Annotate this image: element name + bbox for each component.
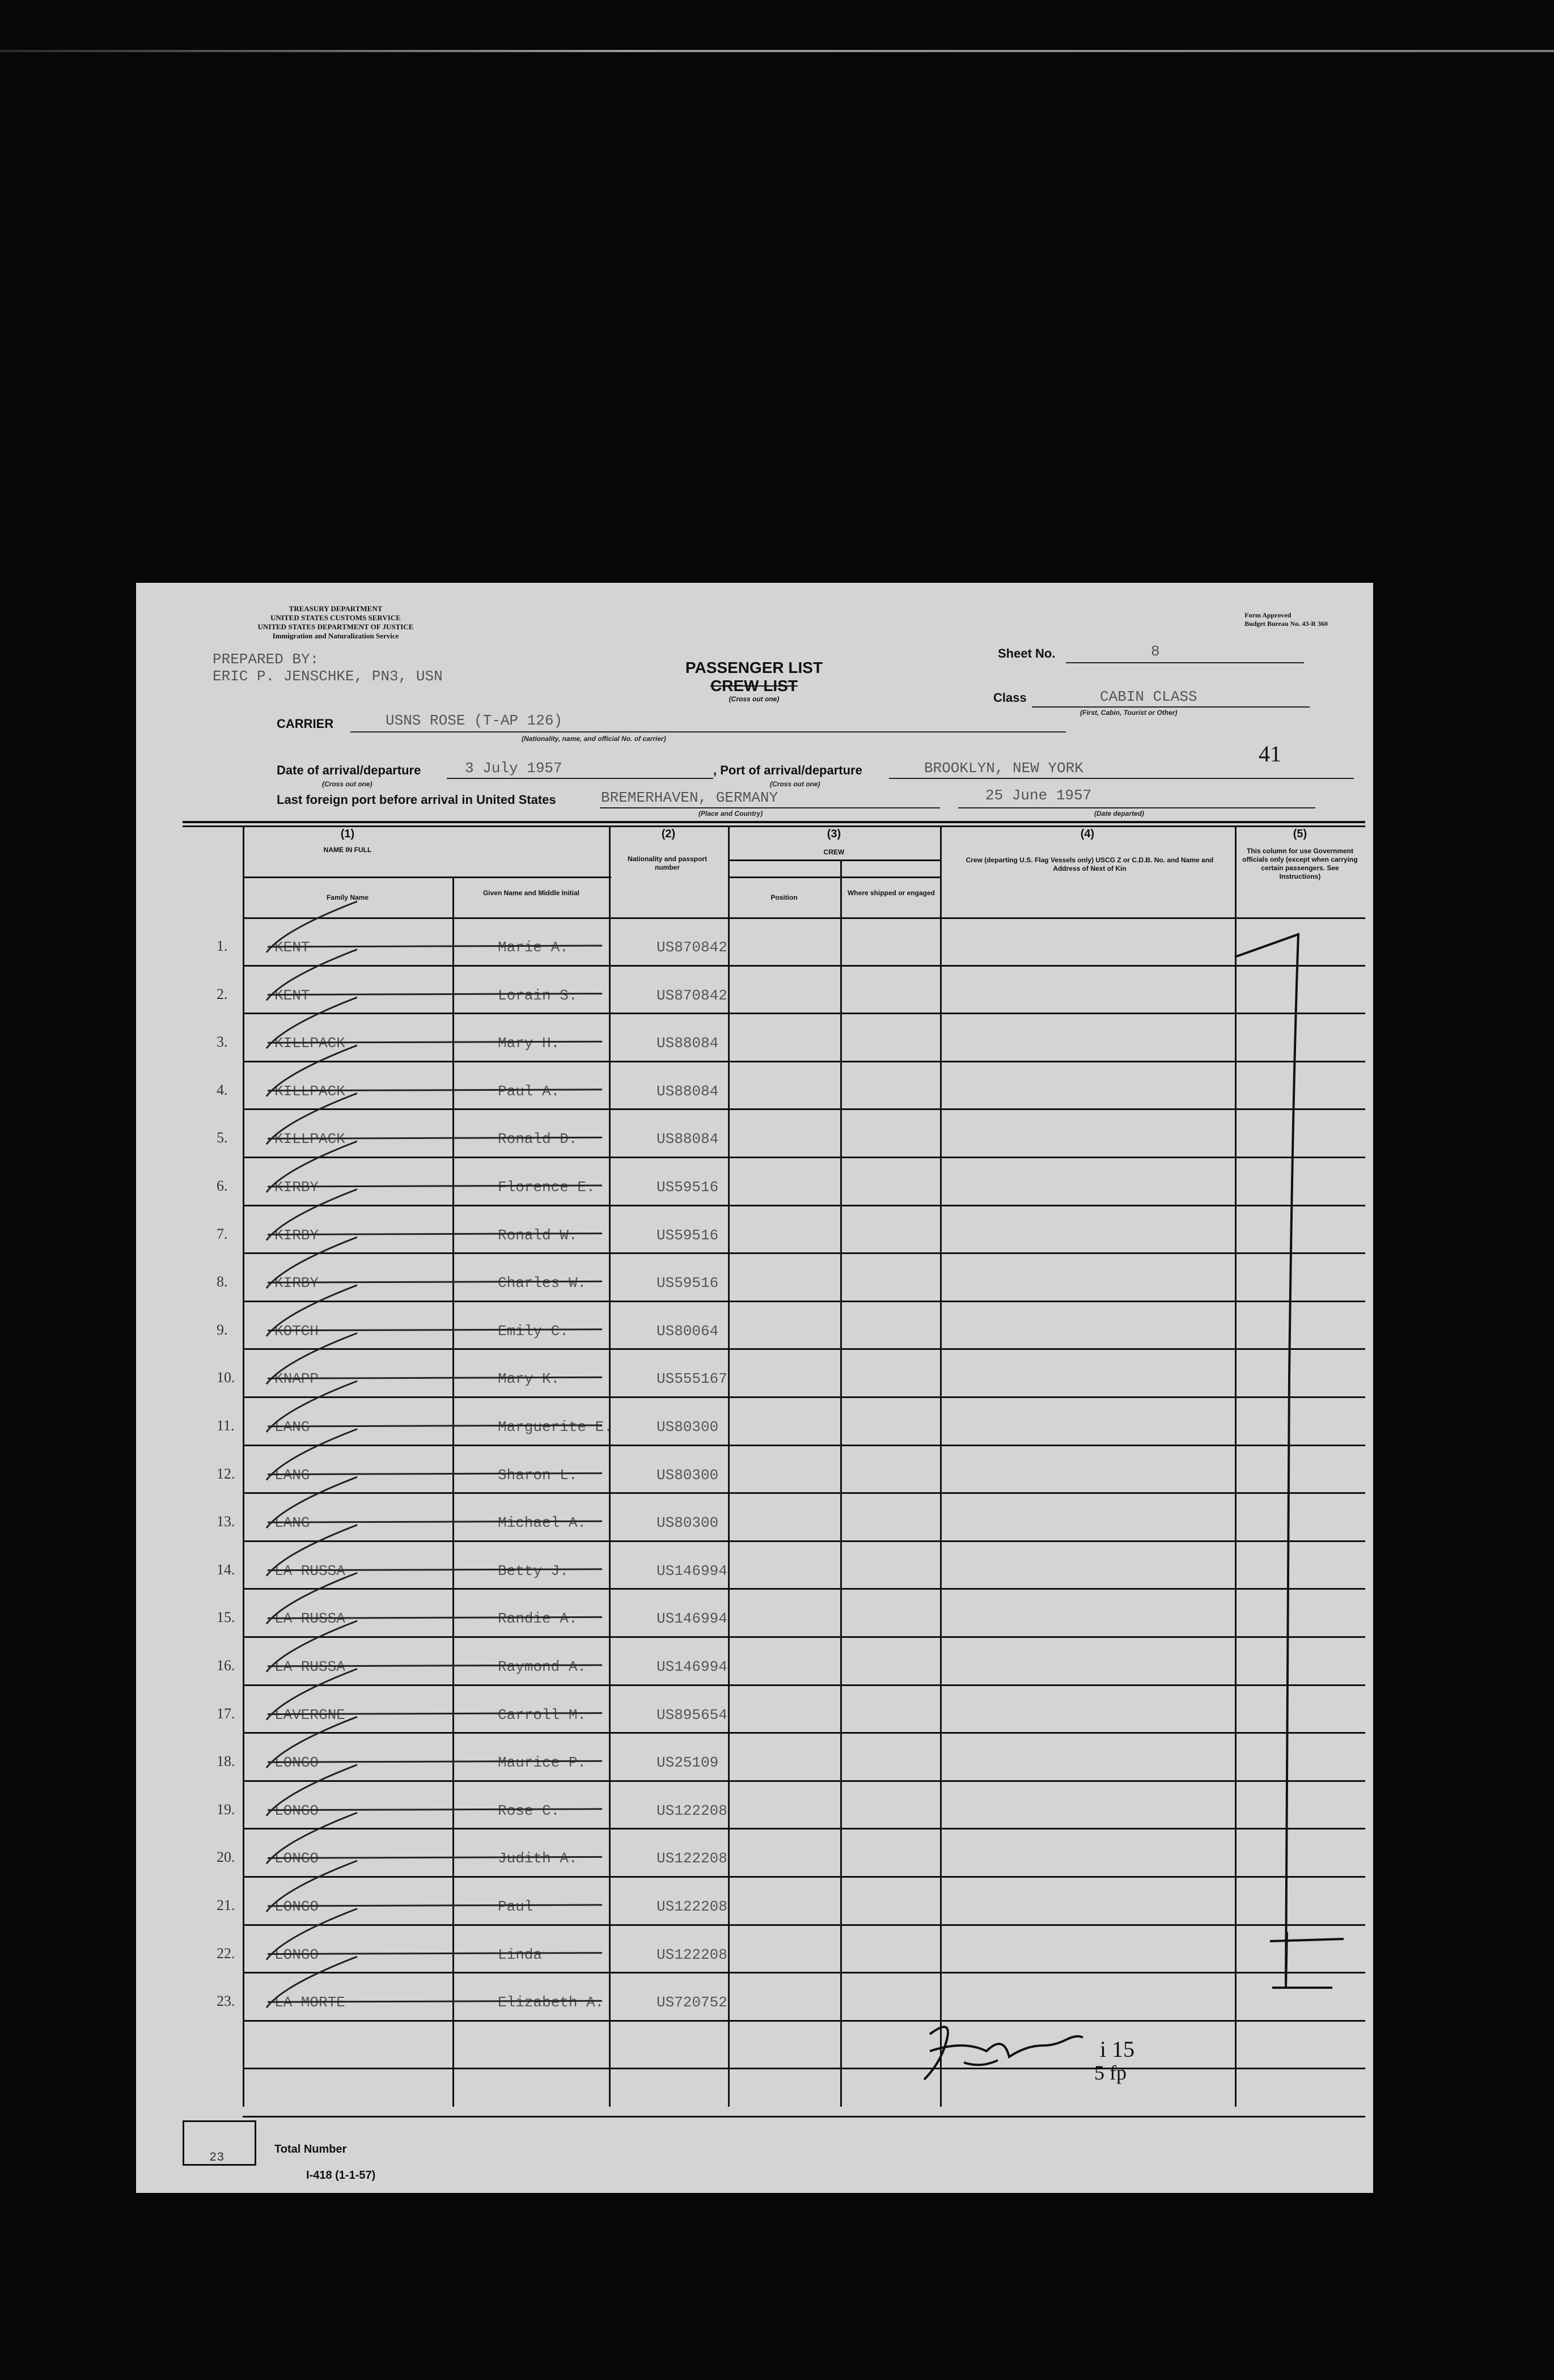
initials-annotation-2: 5 fp [1094,2061,1127,2084]
passport-cell: US59516 [657,1179,719,1196]
check-mark [266,1381,357,1432]
arrival-date-label: Date of arrival/departure [277,763,421,777]
name-strike-line [268,1521,602,1522]
check-mark [266,901,357,952]
check-mark [266,1237,357,1288]
name-strike-line [268,1041,602,1043]
passport-cell: US88084 [657,1035,719,1052]
budget-bureau-no: Budget Bureau No. 43-R 360 [1244,620,1328,628]
check-mark [266,1525,357,1576]
row-number: 16. [217,1657,235,1674]
name-strike-line [268,1665,602,1666]
check-mark [266,1909,357,1960]
row-number: 2. [217,985,228,1002]
initials-signature [924,2027,1083,2080]
passport-cell: US555167 [657,1370,727,1388]
given-name-cell: Florence E. [498,1179,595,1196]
check-mark [266,997,357,1048]
name-strike-line [268,1857,602,1858]
family-name-cell: LA RUSSA [274,1658,345,1675]
passport-cell: US59516 [657,1274,719,1292]
given-name-cell: Charles W. [498,1274,587,1292]
check-mark [266,1669,357,1720]
family-name-cell: KOTCH [274,1322,319,1340]
given-name-cell: Randie A. [498,1610,578,1628]
check-mark [266,1333,357,1384]
title-passenger-list: PASSENGER LIST [685,659,823,676]
col3-number: (3) [827,828,841,840]
last-port-label: Last foreign port before arrival in United States [277,793,556,807]
row-number: 11. [217,1417,235,1434]
family-name-cell: LA MORTE [274,1994,345,2011]
passport-cell: US80064 [657,1322,719,1340]
family-name-header: Family Name [326,893,369,901]
passport-cell: US59516 [657,1226,719,1244]
name-strike-line [268,1425,602,1426]
family-name-cell: KILLPACK [274,1130,345,1148]
name-strike-line [268,1569,602,1570]
passport-cell: US122208 [657,1802,727,1819]
title-note: (Cross out one) [729,695,780,703]
col1-title: NAME IN FULL [323,846,372,854]
given-name-cell: Sharon L. [498,1466,578,1484]
row-number: 18. [217,1753,235,1770]
row-number: 23. [217,1993,235,2010]
family-name-cell: KILLPACK [274,1082,345,1100]
given-name-cell: Michael A. [498,1514,587,1532]
col4-number: (4) [1080,828,1095,840]
row-number: 8. [217,1273,228,1290]
carrier-note: (Nationality, name, and official No. of carrier) [522,735,666,743]
carrier-value: USNS ROSE (T-AP 126) [386,712,563,729]
family-name-cell: LA RUSSA [274,1610,345,1628]
row-check-marks [266,901,602,2008]
page-number: 41 [1259,741,1281,766]
position-header: Position [770,893,798,901]
name-strike-line [268,994,602,995]
form-approved-label: Form Approved [1244,611,1292,619]
passport-cell: US870842 [657,939,727,956]
row-number: 20. [217,1849,235,1866]
bracket-end-mark [1270,1932,1344,1988]
passport-cell: US25109 [657,1754,719,1772]
port-note: (Cross out one) [770,780,820,788]
class-label: Class [993,691,1027,705]
crew-detail-header: Crew (departing U.S. Flag Vessels only) USCG Z or C.D.B. No. and Name and Address of Next of Kin [966,856,1214,873]
passport-cell: US122208 [657,1850,727,1867]
passport-cell: US80300 [657,1418,719,1435]
check-mark [266,1093,357,1144]
carrier-label: CARRIER [277,717,334,731]
row-number: 22. [217,1945,235,1962]
prepared-label: PREPARED BY: [213,651,319,668]
name-strike-line [268,1473,602,1475]
passport-cell: US146994 [657,1658,727,1675]
sheet-value: 8 [1151,643,1160,660]
passport-cell: US720752 [657,1994,727,2011]
row-number: 17. [217,1705,235,1722]
given-name-cell: Mary K. [498,1370,560,1388]
family-name-cell: LONGO [274,1850,319,1867]
given-name-cell: Mary H. [498,1035,560,1052]
row-number: 4. [217,1081,228,1098]
passport-cell: US88084 [657,1082,719,1100]
family-name-cell: LA RUSSA [274,1562,345,1579]
where-engaged-header: Where shipped or engaged [847,889,935,897]
check-mark [266,1717,357,1768]
check-mark [266,1861,357,1912]
class-note: (First, Cabin, Tourist or Other) [1080,709,1178,717]
given-name-cell: Judith A. [498,1850,578,1867]
row-number: 3. [217,1034,228,1051]
bracket-mark [1235,934,1298,1983]
given-name-cell: Elizabeth A. [498,1994,604,2011]
check-mark [266,1573,357,1624]
family-name-cell: KIRBY [274,1179,319,1196]
agency-line-1: TREASURY DEPARTMENT [289,604,383,613]
last-port-value: BREMERHAVEN, GERMANY [601,789,778,806]
family-name-cell: KIRBY [274,1274,319,1292]
name-strike-line [268,946,602,947]
title-crew-list: CREW LIST [710,677,798,694]
check-mark [266,1621,357,1672]
name-strike-line [268,1905,602,1906]
date-departed-note: (Date departed) [1094,810,1145,818]
agency-line-4: Immigration and Naturalization Service [272,632,399,640]
row-number: 6. [217,1178,228,1194]
name-strike-line [268,1953,602,1954]
col1-number: (1) [340,828,355,840]
given-name-cell: Raymond A. [498,1658,587,1675]
check-mark [266,1812,357,1864]
name-strike-line [268,1377,602,1378]
arrival-date-note: (Cross out one) [322,780,372,788]
name-strike-line [268,1329,602,1331]
passport-cell: US895654 [657,1706,727,1723]
family-name-cell: KIRBY [274,1226,319,1244]
initials-annotation: i 15 [1100,2036,1135,2062]
family-name-cell: KENT [274,939,310,956]
name-strike-line [268,1090,602,1091]
given-name-cell: Paul [498,1898,533,1915]
given-name-cell: Linda [498,1946,543,1963]
port-label: , Port of arrival/departure [713,763,862,777]
family-name-cell: KNAPP [274,1370,319,1388]
family-name-cell: KENT [274,986,310,1004]
name-strike-line [268,1281,602,1282]
check-mark [266,1189,357,1240]
family-name-cell: KILLPACK [274,1035,345,1052]
name-strike-line [268,1761,602,1762]
row-number: 7. [217,1225,228,1242]
date-departed-value: 25 June 1957 [985,787,1092,804]
port-value: BROOKLYN, NEW YORK [924,760,1083,777]
passport-cell: US870842 [657,986,727,1004]
passport-cell: US122208 [657,1898,727,1915]
family-name-cell: LANG [274,1418,310,1435]
given-name-cell: Rose C. [498,1802,560,1819]
given-name-header: Given Name and Middle Initial [482,889,580,897]
nationality-header: Nationality and passport number [627,855,708,871]
col5-number: (5) [1293,828,1307,840]
family-name-cell: LANG [274,1466,310,1484]
row-number: 1. [217,938,228,954]
check-mark [266,950,357,1001]
row-number: 15. [217,1609,235,1626]
total-number-label: Total Number [274,2143,347,2155]
crew-header: CREW [823,848,845,856]
last-port-note: (Place and Country) [698,810,763,818]
given-name-cell: Ronald W. [498,1226,578,1244]
family-name-cell: LANG [274,1514,310,1532]
col2-number: (2) [661,828,676,840]
family-name-cell: LONGO [274,1802,319,1819]
given-name-cell: Emily C. [498,1322,569,1340]
given-name-cell: Betty J. [498,1562,569,1579]
class-value: CABIN CLASS [1100,688,1197,705]
given-name-cell: Carroll M. [498,1706,587,1723]
family-name-cell: LONGO [274,1898,319,1915]
name-strike-line [268,1617,602,1618]
check-mark [266,1477,357,1528]
passport-cell: US146994 [657,1562,727,1579]
passport-cell: US88084 [657,1130,719,1148]
given-name-cell: Marie A. [498,939,569,956]
name-strike-line [268,2001,602,2002]
handwritten-marks [136,583,1373,2193]
agency-line-3: UNITED STATES DEPARTMENT OF JUSTICE [257,622,414,631]
name-strike-line [268,1137,602,1138]
check-mark [266,1765,357,1816]
passenger-list-form [136,583,1373,2193]
total-number-value: 23 [209,2150,225,2165]
row-number: 19. [217,1801,235,1818]
agency-line-2: UNITED STATES CUSTOMS SERVICE [270,613,401,622]
passport-cell: US80300 [657,1466,719,1484]
given-name-cell: Ronald D. [498,1130,578,1148]
check-mark [266,1429,357,1480]
row-number: 5. [217,1129,228,1146]
row-number: 10. [217,1369,235,1386]
total-number-box [183,2120,256,2166]
sheet-label: Sheet No. [998,646,1056,660]
arrival-date-value: 3 July 1957 [465,760,562,777]
passport-cell: US80300 [657,1514,719,1532]
name-strike-line [268,1185,602,1187]
given-name-cell: Lorain S. [498,986,578,1004]
scan-edge-line [0,50,1554,52]
passport-cell: US122208 [657,1946,727,1963]
family-name-cell: LONGO [274,1946,319,1963]
family-name-cell: LONGO [274,1754,319,1772]
prepared-name: ERIC P. JENSCHKE, PN3, USN [213,668,443,685]
check-mark [266,1285,357,1336]
row-number: 14. [217,1561,235,1578]
row-number: 13. [217,1513,235,1530]
family-name-cell: LAVERGNE [274,1706,345,1723]
check-mark [266,1956,357,2008]
name-strike-line [268,1809,602,1810]
given-name-cell: Marguerite E. [498,1418,613,1435]
row-number: 12. [217,1465,235,1482]
name-strike-line [268,1713,602,1714]
gov-column-header: This column for use Government officials only (except when carrying certain passengers. See Instructions) [1242,847,1358,880]
check-mark [266,1045,357,1096]
given-name-cell: Maurice P. [498,1754,587,1772]
name-strike-line [268,1234,602,1235]
check-mark [266,1141,357,1192]
given-name-cell: Paul A. [498,1082,560,1100]
row-number: 21. [217,1897,235,1913]
passport-cell: US146994 [657,1610,727,1628]
row-number: 9. [217,1321,228,1338]
form-number: I-418 (1-1-57) [306,2169,376,2182]
